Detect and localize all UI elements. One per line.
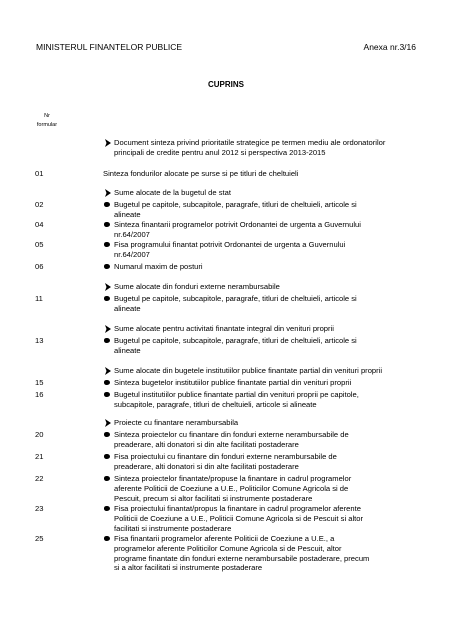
entry-text: Sume alocate din fonduri externe nerambursabile: [114, 282, 280, 291]
round-bullet-icon: [104, 202, 110, 208]
entry-text: Proiecte cu finantare nerambursabila: [114, 418, 239, 427]
round-bullet-icon: [104, 454, 110, 460]
round-bullet-icon: [104, 392, 110, 398]
round-bullet-icon: [104, 264, 110, 270]
entry-text: Bugetul pe capitole, subcapitole, paragrafe, titluri de cheltuieli, articole si alineate: [114, 294, 357, 313]
entry-text: Fisa programului finantat potrivit Ordonantei de urgenta a Guvernului nr.64/2007: [114, 240, 346, 259]
form-number: 15: [35, 378, 44, 387]
round-bullet-icon: [104, 242, 110, 248]
form-number: 23: [35, 504, 44, 513]
arrow-bullet-icon: [104, 283, 112, 291]
entry-text: Bugetul pe capitole, subcapitole, paragrafe, titluri de cheltuieli, articole si alineate: [114, 336, 357, 355]
entry-text: Numarul maxim de posturi: [114, 262, 203, 271]
round-bullet-icon: [104, 536, 110, 542]
arrow-bullet-icon: [104, 139, 112, 147]
entry-text: Sume alocate de la bugetul de stat: [114, 188, 231, 197]
form-number: 01: [35, 169, 44, 178]
form-number: 25: [35, 534, 44, 543]
form-number: 21: [35, 452, 44, 461]
round-bullet-icon: [104, 380, 110, 386]
entry-text: Sume alocate pentru activitati finantate integral din venituri proprii: [114, 324, 334, 333]
round-bullet-icon: [104, 432, 110, 438]
round-bullet-icon: [104, 296, 110, 302]
round-bullet-icon: [104, 506, 110, 512]
form-number: 22: [35, 474, 44, 483]
entry-text: Sume alocate din bugetele institutiilor publice finantate partial din venituri proprii: [114, 366, 383, 375]
annex-number: Anexa nr.3/16: [363, 42, 416, 52]
form-number: 11: [35, 294, 43, 303]
entry-text: Bugetul institutiilor publice finantate partial din venituri proprii pe capitole, subcapitole, paragrafe, titluri de cheltuieli, articole si alineate: [114, 390, 359, 409]
arrow-bullet-icon: [104, 189, 112, 197]
form-number: 06: [35, 262, 44, 271]
entry-text: Sinteza fondurilor alocate pe surse si pe titluri de cheltuieli: [103, 169, 299, 178]
entry-text: Sinteza proiectelor finantate/propuse la finantare in cadrul programelor aferente Politicii de Coeziune a U.E., Politicilor Comune Agricola si de Pescuit, precum si altor facilitati si instrumente postaderare: [114, 474, 352, 503]
column-label: [32, 112, 62, 130]
entry-text: Sinteza proiectelor cu finantare din fonduri externe nerambursabile de preaderare, alti donatori si din alte facilitati postaderare: [114, 430, 349, 449]
form-number: 02: [35, 200, 44, 209]
entry-text: Fisa finantarii programelor aferente Politicii de Coeziune a U.E., a programelor aferente Politicilor Comune Agricola si de Pescuit, altor programe finantate din fonduri externe nerambursabile postaderare, precum si a altor facilitati si instrumente postaderare: [114, 534, 370, 573]
ministry-header: MINISTERUL FINANTELOR PUBLICE: [36, 42, 183, 52]
round-bullet-icon: [104, 222, 110, 228]
entry-text: Fisa proiectului finantat/propus la finantare in cadrul programelor aferente Politicii de Coeziune a U.E., Politicii Comune Agricola si de Pescuit si altor facilitati si instrumente postaderare: [114, 504, 364, 533]
form-number: 20: [35, 430, 44, 439]
entry-text: Fisa proiectului cu finantare din fonduri externe nerambursabile de preaderare, alti donatori si din alte facilitati postaderare: [114, 452, 337, 471]
page-title: CUPRINS: [207, 80, 244, 89]
column-label-nr: Nr: [44, 113, 50, 119]
column-label-formular: formular: [36, 122, 58, 128]
round-bullet-icon: [104, 338, 110, 344]
round-bullet-icon: [104, 476, 110, 482]
form-number: 13: [35, 336, 44, 345]
form-number: 16: [35, 390, 44, 399]
entry-text: Bugetul pe capitole, subcapitole, paragrafe, titluri de cheltuieli, articole si alineate: [114, 200, 357, 219]
arrow-bullet-icon: [104, 419, 112, 427]
arrow-bullet-icon: [104, 367, 112, 375]
entry-text: Sinteza finantarii programelor potrivit Ordonantei de urgenta a Guvernului nr.64/2007: [114, 220, 361, 239]
entry-text: Document sinteza privind prioritatile strategice pe termen mediu ale ordonatorilor principali de credite pentru anul 2012 si perspectiva 2013-2015: [114, 138, 386, 157]
form-number: 04: [35, 220, 44, 229]
form-number: 05: [35, 240, 44, 249]
arrow-bullet-icon: [104, 325, 112, 333]
entry-text: Sinteza bugetelor institutiilor publice finantate partial din venituri proprii: [114, 378, 352, 387]
